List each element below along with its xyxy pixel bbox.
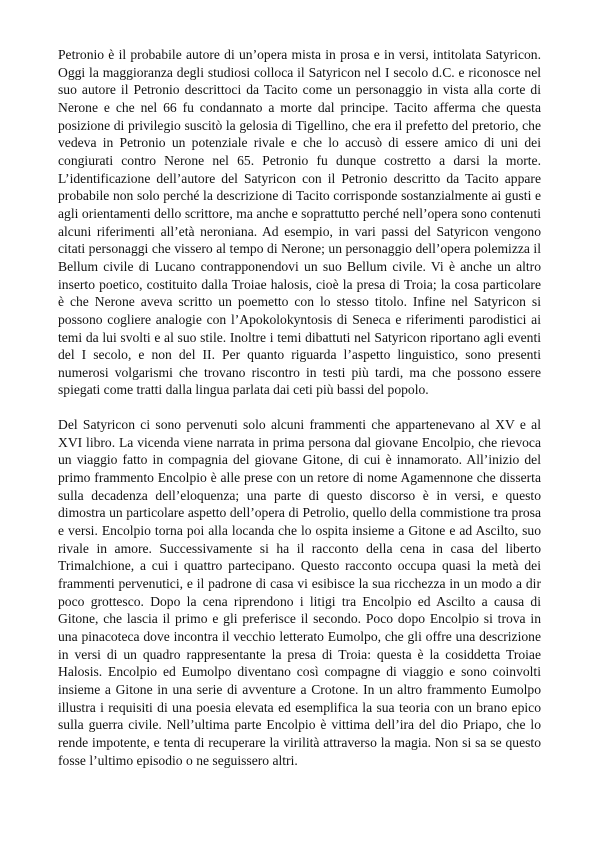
paragraph-satyricon-plot: Del Satyricon ci sono pervenuti solo alcuni frammenti che appartenevano al XV e al XVI libro. La vicenda viene narrata in prima persona dal giovane Encolpio, che rievoca un viaggio fatto in compagnia del giovane Gitone, di cui è innamorato. All’inizio del primo frammento Encolpio è alle prese con un retore di nome Agamennone che disserta sulla decadenza dell’eloquenza; una parte di questo discorso è in versi, e questo dimostra un particolare aspetto dell’opera di Petrolio, quello della commistione tra prosa e versi. Encolpio torna poi alla locanda che lo ospita insieme a Gitone e ad Ascilto, suo rivale in amore. Successivamente si ha il racconto della cena in casa del liberto Trimalchione, a cui i quattro partecipano. Questo racconto occupa quasi la metà dei frammenti pervenutici, e il padrone di casa vi esibisce la sua ricchezza in un modo a dir poco grottesco. Dopo la cena riprendono i litigi tra Encolpio ed Ascilto a causa di Gitone, che lascia il primo e gli preferisce il secondo. Poco dopo Encolpio si trova in una pinacoteca dove incontra il vecchio letterato Eumolpo, che gli offre una descrizione in versi di un quadro rappresentante la presa di Troia: questa è la cosiddetta Troiae Halosis. Encolpio ed Eumolpo diventano così compagne di viaggio e sono coinvolti insieme a Gitone in una serie di avventure a Crotone. In un altro frammento Eumolpo illustra i requisiti di una poesia elevata ed esemplifica la sua teoria con un brano epico sulla guerra civile. Nell’ultima parte Encolpio è vittima dell’ira del dio Priapo, che lo rende impotente, e tenta di recuperare la virilità attraverso la magia. Non si sa se questo fosse l’ultimo episodio o ne seguissero altri.	[58, 417, 541, 768]
paragraph-petronio-authorship: Petronio è il probabile autore di un’opera mista in prosa e in versi, intitolata Satyricon. Oggi la maggioranza degli studiosi colloca il Satyricon nel I secolo d.C. e riconosce nel suo autore il Petronio descrittoci da Tacito come un personaggio in vista alla corte di Nerone e che nel 66 fu condannato a morte dal principe. Tacito afferma che questa posizione di privilegio suscitò la gelosia di Tigellino, che era il prefetto del pretorio, che vedeva in Petronio un potenziale rivale e che lo accusò di essere amico di uni dei congiurati contro Nerone nel 65. Petronio fu dunque costretto a darsi la morte. L’identificazione dell’autore del Satyricon con il Petronio descritto da Tacito appare probabile non solo perché la descrizione di Tacito corrisponde sostanzialmente ai gusti e agli orientamenti dello scrittore, ma anche e soprattutto perché nell’opera sono contenuti alcuni riferimenti all’età neroniana. Ad esempio, in vari passi del Satyricon vengono citati personaggi che vissero al tempo di Nerone; un personaggio dell’opera polemizza il Bellum civile di Lucano contrapponendovi un suo Bellum civile. Vi è anche un altro inserto poetico, costituito dalla Troiae halosis, cioè la presa di Troia; la cosa particolare è che Nerone aveva scritto un poemetto con lo stesso titolo. Infine nel Satyricon si possono cogliere analogie con l’Apokolokyntosis di Seneca e riferimenti parodistici ai temi da lui svolti e al suo stile. Inoltre i temi dibattuti nel Satyricon riportano agli eventi del I secolo, e non del II. Per quanto riguarda l’aspetto linguistico, sono presenti numerosi volgarismi che trovano riscontro in testi più tardi, ma che possono essere spiegati come tratti dalla lingua parlata dai ceti più bassi del popolo.	[58, 47, 541, 398]
document-page	[58, 46, 541, 769]
